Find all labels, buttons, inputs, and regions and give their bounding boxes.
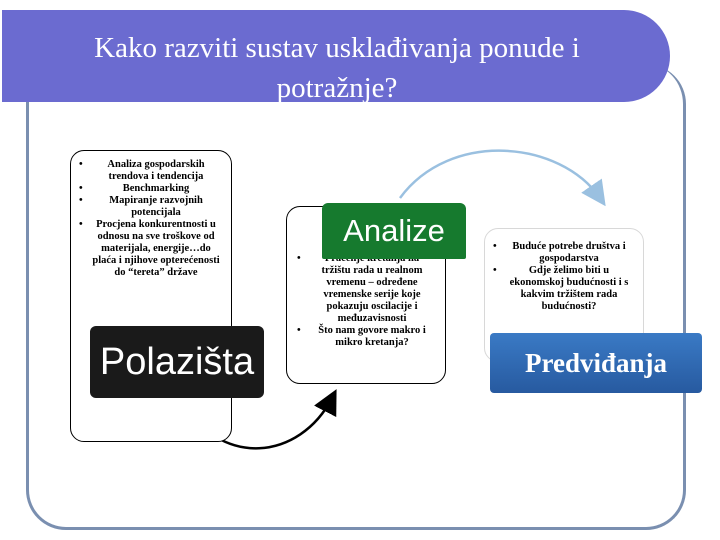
- list-item: • Mapiranje razvojnih potencijala: [79, 195, 221, 219]
- polazista-list: [71, 151, 231, 279]
- list-item: • Analiza gospodarskih trendova i tendencija: [79, 159, 221, 183]
- list-item: • Procjena konkurentnosti u odnosu na sve troškove od materijala, energije…do plaća i njihove opterećenosti do “tereta” države: [79, 219, 221, 279]
- title-line-2: potražnje?: [276, 72, 398, 104]
- list-item: • Gdje želimo biti u ekonomskoj budućnosti i s kakvim tržištem rada budućnosti?: [493, 265, 633, 313]
- list-item: • Buduće potrebe društva i gospodarstva: [493, 241, 633, 265]
- title-line-1: Kako razviti sustav usklađivanja ponude i: [94, 32, 580, 64]
- analize-label: Analize: [322, 203, 466, 259]
- page-title: [12, 28, 662, 108]
- title-underline: [32, 104, 640, 107]
- predvidjanja-list: [485, 229, 643, 313]
- polazista-box: [70, 150, 232, 442]
- list-item: • Što nam govore makro i mikro kretanja?: [297, 325, 435, 349]
- list-item: • Benchmarking: [79, 183, 221, 195]
- title-bar: [2, 10, 670, 102]
- list-item: • tržištu rada u realnom vremenu – određene vremenske serije koje pokazuju oscilacije i međuzavisnosti: [297, 253, 435, 325]
- predvidjanja-label: Predviđanja: [490, 333, 702, 393]
- polazista-label: Polazišta: [90, 326, 264, 398]
